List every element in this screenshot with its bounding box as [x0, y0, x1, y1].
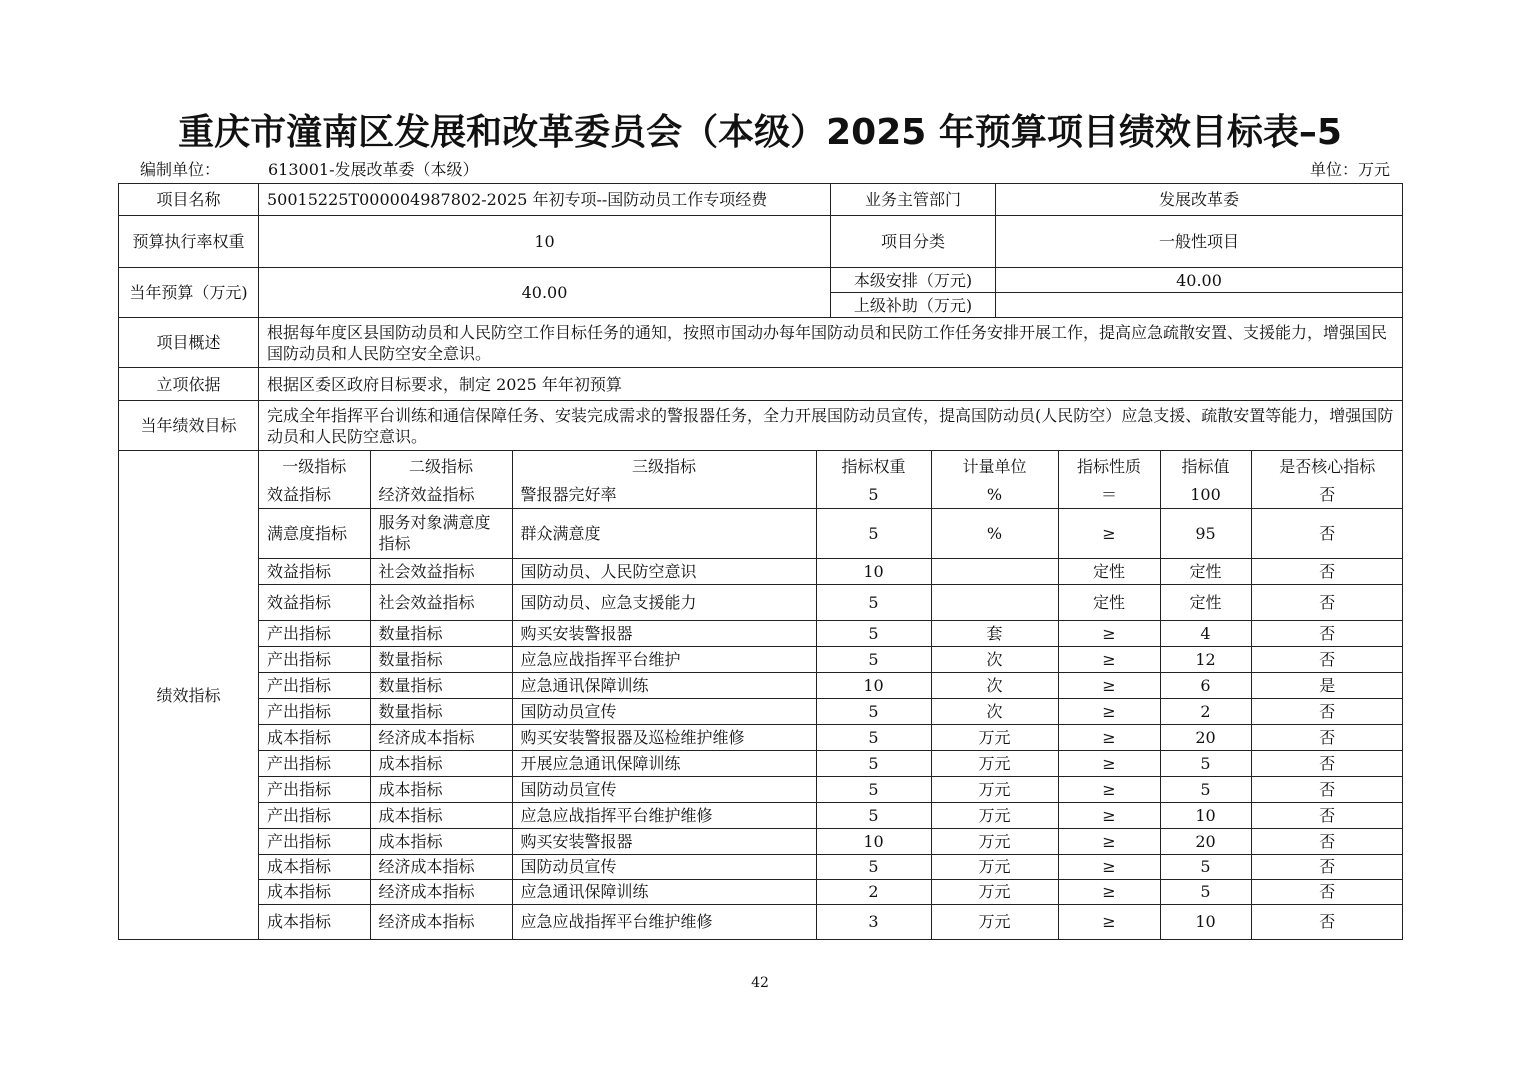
- is-core: 否: [1251, 776, 1403, 802]
- indicator-weight: 10: [816, 828, 931, 854]
- measure-unit: 次: [931, 646, 1058, 672]
- header-nature: 指标性质: [1058, 451, 1160, 482]
- indicator-row: [259, 672, 1403, 698]
- indicator-value: 2: [1160, 698, 1251, 724]
- local-label: 本级安排（万元): [831, 268, 996, 293]
- indicator-row: [259, 584, 1403, 620]
- prep-unit-label: 编制单位：: [140, 160, 221, 179]
- level1-indicator: 成本指标: [259, 724, 370, 750]
- is-core: 否: [1251, 724, 1403, 750]
- indicator-row: [259, 646, 1403, 672]
- indicator-weight: 5: [816, 508, 931, 558]
- indicator-value: 20: [1160, 828, 1251, 854]
- is-core: 否: [1251, 698, 1403, 724]
- indicator-value: 4: [1160, 620, 1251, 646]
- header-weight: 指标权重: [816, 451, 931, 482]
- is-core: 否: [1251, 558, 1403, 584]
- indicator-value: 20: [1160, 724, 1251, 750]
- exec-weight-label: 预算执行率权重: [119, 216, 259, 268]
- indicator-value: 10: [1160, 904, 1251, 939]
- measure-unit: 万元: [931, 854, 1058, 879]
- indicator-row: [259, 508, 1403, 558]
- indicator-nature: ≥: [1058, 828, 1160, 854]
- level3-indicator: 购买安装警报器: [512, 828, 816, 854]
- project-name-label: 项目名称: [119, 184, 259, 216]
- indicator-nature: ≥: [1058, 904, 1160, 939]
- indicator-weight: 10: [816, 672, 931, 698]
- indicator-row: [259, 854, 1403, 879]
- level2-indicator: 成本指标: [370, 828, 512, 854]
- is-core: 否: [1251, 584, 1403, 620]
- level3-indicator: 应急应战指挥平台维护: [512, 646, 816, 672]
- header-value: 指标值: [1160, 451, 1251, 482]
- indicator-weight: 5: [816, 482, 931, 508]
- header-level2: 二级指标: [370, 451, 512, 482]
- is-core: 否: [1251, 828, 1403, 854]
- measure-unit: %: [931, 508, 1058, 558]
- indicator-nature: ≥: [1058, 802, 1160, 828]
- level2-indicator: 数量指标: [370, 672, 512, 698]
- level3-indicator: 应急应战指挥平台维护维修: [512, 904, 816, 939]
- dept-label: 业务主管部门: [831, 184, 996, 216]
- indicator-nature: ≥: [1058, 724, 1160, 750]
- measure-unit: 次: [931, 672, 1058, 698]
- level1-indicator: 产出指标: [259, 750, 370, 776]
- indicator-row: [259, 750, 1403, 776]
- indicator-weight: 5: [816, 776, 931, 802]
- indicator-weight: 3: [816, 904, 931, 939]
- indicator-value: 12: [1160, 646, 1251, 672]
- exec-weight-value: 10: [259, 216, 831, 268]
- measure-unit: 万元: [931, 879, 1058, 904]
- measure-unit: 万元: [931, 828, 1058, 854]
- level1-indicator: 产出指标: [259, 698, 370, 724]
- category-value: 一般性项目: [996, 216, 1403, 268]
- indicator-value: 定性: [1160, 584, 1251, 620]
- level2-indicator: 成本指标: [370, 750, 512, 776]
- indicator-nature: ≥: [1058, 750, 1160, 776]
- level2-indicator: 数量指标: [370, 698, 512, 724]
- is-core: 是: [1251, 672, 1403, 698]
- level1-indicator: 效益指标: [259, 584, 370, 620]
- level3-indicator: 应急应战指挥平台维护维修: [512, 802, 816, 828]
- indicator-weight: 5: [816, 620, 931, 646]
- indicator-weight: 5: [816, 750, 931, 776]
- indicator-nature: ＝: [1058, 482, 1160, 508]
- indicator-nature: 定性: [1058, 584, 1160, 620]
- level2-indicator: 成本指标: [370, 776, 512, 802]
- level2-indicator: 社会效益指标: [370, 558, 512, 584]
- indicator-weight: 5: [816, 802, 931, 828]
- indicator-value: 5: [1160, 879, 1251, 904]
- level1-indicator: 满意度指标: [259, 508, 370, 558]
- indicator-row: [259, 620, 1403, 646]
- level2-indicator: 服务对象满意度指标: [370, 508, 512, 558]
- measure-unit: 万元: [931, 802, 1058, 828]
- budget-label: 当年预算（万元): [119, 268, 259, 318]
- measure-unit: 万元: [931, 724, 1058, 750]
- level1-indicator: 产出指标: [259, 776, 370, 802]
- dept-value: 发展改革委: [996, 184, 1403, 216]
- upper-label: 上级补助（万元): [831, 293, 996, 318]
- level3-indicator: 购买安装警报器: [512, 620, 816, 646]
- level3-indicator: 国防动员宣传: [512, 854, 816, 879]
- indicators-label: 绩效指标: [119, 451, 259, 940]
- level2-indicator: 经济效益指标: [370, 482, 512, 508]
- indicator-value: 100: [1160, 482, 1251, 508]
- indicator-nature: ≥: [1058, 698, 1160, 724]
- basis-label: 立项依据: [119, 368, 259, 401]
- indicator-row: [259, 482, 1403, 508]
- indicator-nature: ≥: [1058, 508, 1160, 558]
- indicator-row: [259, 724, 1403, 750]
- measure-unit: %: [931, 482, 1058, 508]
- indicator-value: 6: [1160, 672, 1251, 698]
- project-name-value: 50015225T000004987802-2025 年初专项--国防动员工作专项经费: [259, 184, 831, 216]
- page-number: 42: [751, 975, 769, 991]
- level1-indicator: 产出指标: [259, 672, 370, 698]
- level2-indicator: 数量指标: [370, 646, 512, 672]
- is-core: 否: [1251, 879, 1403, 904]
- indicator-value: 95: [1160, 508, 1251, 558]
- indicator-nature: ≥: [1058, 776, 1160, 802]
- level3-indicator: 应急通讯保障训练: [512, 672, 816, 698]
- level1-indicator: 产出指标: [259, 646, 370, 672]
- is-core: 否: [1251, 750, 1403, 776]
- indicator-weight: 5: [816, 584, 931, 620]
- level2-indicator: 经济成本指标: [370, 724, 512, 750]
- level3-indicator: 国防动员、人民防空意识: [512, 558, 816, 584]
- currency-unit: 单位：万元: [1309, 160, 1390, 179]
- indicator-weight: 5: [816, 646, 931, 672]
- indicator-weight: 5: [816, 854, 931, 879]
- level2-indicator: 经济成本指标: [370, 879, 512, 904]
- indicators-cell: [259, 451, 1403, 940]
- indicators-table: [259, 451, 1403, 939]
- level2-indicator: 数量指标: [370, 620, 512, 646]
- indicator-value: 5: [1160, 854, 1251, 879]
- header-core: 是否核心指标: [1251, 451, 1403, 482]
- budget-value: 40.00: [259, 268, 831, 318]
- level2-indicator: 成本指标: [370, 802, 512, 828]
- indicator-weight: 5: [816, 698, 931, 724]
- header-unit: 计量单位: [931, 451, 1058, 482]
- indicator-row: [259, 904, 1403, 939]
- level3-indicator: 国防动员、应急支援能力: [512, 584, 816, 620]
- is-core: 否: [1251, 854, 1403, 879]
- indicator-nature: ≥: [1058, 879, 1160, 904]
- local-value: 40.00: [996, 268, 1403, 293]
- goal-label: 当年绩效目标: [119, 401, 259, 451]
- level3-indicator: 开展应急通讯保障训练: [512, 750, 816, 776]
- indicator-nature: ≥: [1058, 672, 1160, 698]
- overview-label: 项目概述: [119, 318, 259, 368]
- level1-indicator: 产出指标: [259, 828, 370, 854]
- measure-unit: 次: [931, 698, 1058, 724]
- level1-indicator: 成本指标: [259, 879, 370, 904]
- is-core: 否: [1251, 646, 1403, 672]
- level3-indicator: 群众满意度: [512, 508, 816, 558]
- indicator-row: [259, 828, 1403, 854]
- indicator-nature: 定性: [1058, 558, 1160, 584]
- indicator-nature: ≥: [1058, 854, 1160, 879]
- upper-value: [996, 293, 1403, 318]
- measure-unit: 万元: [931, 776, 1058, 802]
- level1-indicator: 成本指标: [259, 904, 370, 939]
- level1-indicator: 产出指标: [259, 620, 370, 646]
- header-level3: 三级指标: [512, 451, 816, 482]
- measure-unit: 万元: [931, 904, 1058, 939]
- level3-indicator: 购买安装警报器及巡检维护维修: [512, 724, 816, 750]
- level1-indicator: 效益指标: [259, 482, 370, 508]
- level2-indicator: 社会效益指标: [370, 584, 512, 620]
- indicator-nature: ≥: [1058, 620, 1160, 646]
- basis-text: 根据区委区政府目标要求，制定 2025 年年初预算: [259, 368, 1403, 401]
- goal-text: 完成全年指挥平台训练和通信保障任务、安装完成需求的警报器任务，全力开展国防动员宣传，提高国防动员(人民防空）应急支援、疏散安置等能力，增强国防动员和人民防空意识。: [259, 401, 1403, 451]
- indicator-value: 定性: [1160, 558, 1251, 584]
- header-level1: 一级指标: [259, 451, 370, 482]
- level3-indicator: 警报器完好率: [512, 482, 816, 508]
- level3-indicator: 国防动员宣传: [512, 776, 816, 802]
- overview-text: 根据每年度区县国防动员和人民防空工作目标任务的通知，按照市国动办每年国防动员和民防工作任务安排开展工作，提高应急疏散安置、支援能力，增强国民国防动员和人民防空安全意识。: [259, 318, 1403, 368]
- measure-unit: [931, 558, 1058, 584]
- indicator-row: [259, 879, 1403, 904]
- indicator-row: [259, 698, 1403, 724]
- indicator-nature: ≥: [1058, 646, 1160, 672]
- indicator-row: [259, 558, 1403, 584]
- category-label: 项目分类: [831, 216, 996, 268]
- level2-indicator: 经济成本指标: [370, 904, 512, 939]
- page-title: 重庆市潼南区发展和改革委员会（本级）2025 年预算项目绩效目标表–5: [178, 112, 1342, 153]
- level1-indicator: 产出指标: [259, 802, 370, 828]
- indicator-row: [259, 802, 1403, 828]
- level1-indicator: 成本指标: [259, 854, 370, 879]
- level3-indicator: 应急通讯保障训练: [512, 879, 816, 904]
- indicator-weight: 5: [816, 724, 931, 750]
- indicator-value: 5: [1160, 776, 1251, 802]
- prep-unit-value: 613001-发展改革委（本级）: [268, 160, 479, 179]
- measure-unit: 套: [931, 620, 1058, 646]
- is-core: 否: [1251, 482, 1403, 508]
- indicator-value: 10: [1160, 802, 1251, 828]
- level2-indicator: 经济成本指标: [370, 854, 512, 879]
- measure-unit: [931, 584, 1058, 620]
- is-core: 否: [1251, 620, 1403, 646]
- measure-unit: 万元: [931, 750, 1058, 776]
- is-core: 否: [1251, 508, 1403, 558]
- indicator-row: [259, 776, 1403, 802]
- level3-indicator: 国防动员宣传: [512, 698, 816, 724]
- is-core: 否: [1251, 904, 1403, 939]
- indicator-weight: 10: [816, 558, 931, 584]
- indicator-value: 5: [1160, 750, 1251, 776]
- performance-table: [118, 183, 1403, 940]
- level1-indicator: 效益指标: [259, 558, 370, 584]
- is-core: 否: [1251, 802, 1403, 828]
- indicator-weight: 2: [816, 879, 931, 904]
